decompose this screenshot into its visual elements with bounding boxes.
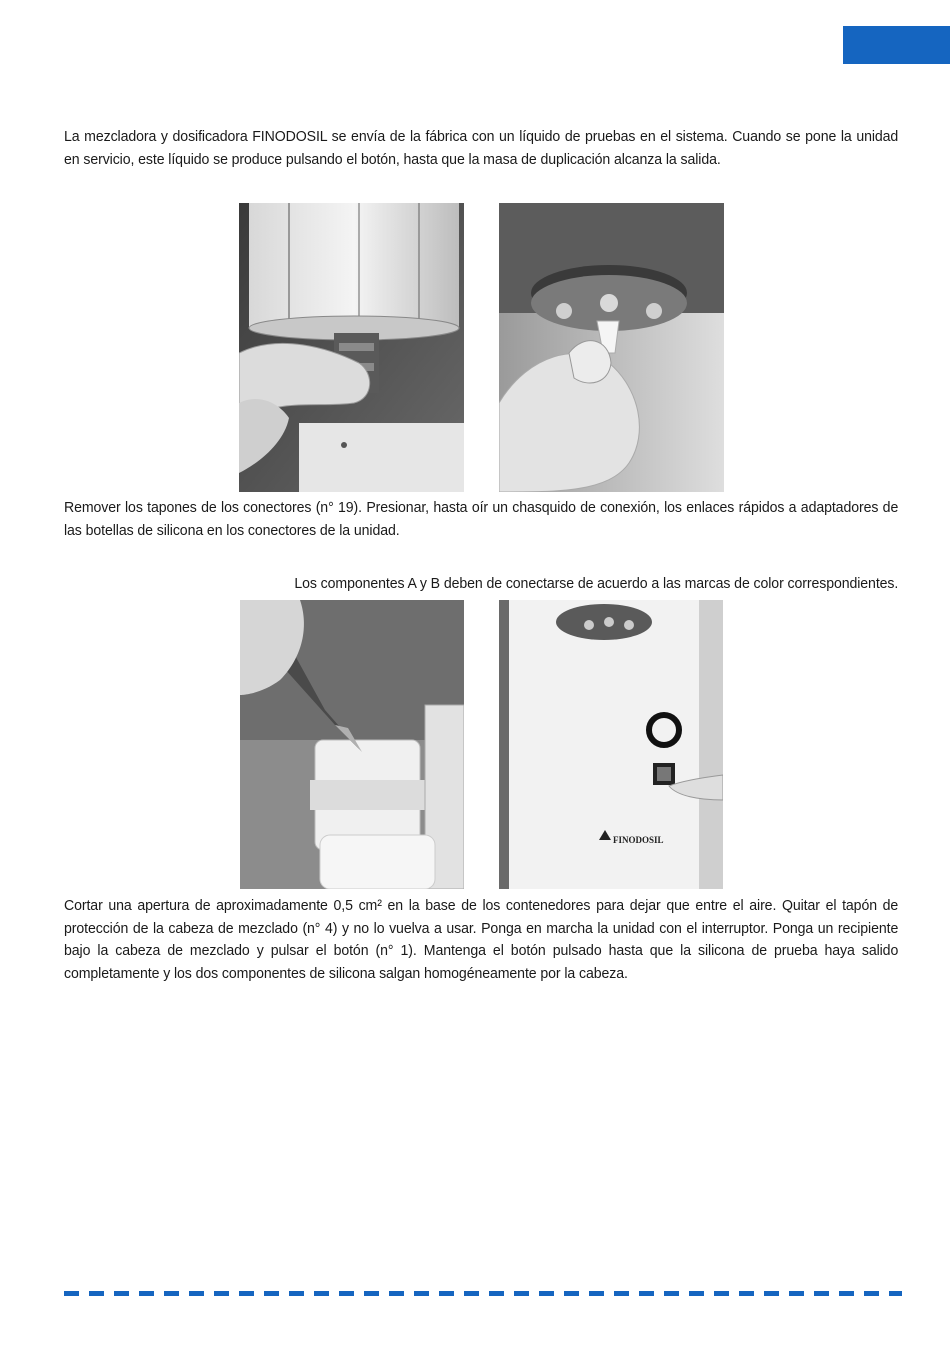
connectors-paragraph: Remover los tapones de los conectores (n° 19). Presionar, hasta oír un chasquido de conexión, los enlaces rápidos a adaptadores de las botellas de silicona en los conectores de la unidad. <box>64 499 899 539</box>
photo-press-button <box>239 203 464 492</box>
photo-cut-container <box>240 600 464 889</box>
instructions-paragraph: Cortar una apertura de aproximadamente 0,5 cm² en la base de los contenedores para dejar que entre el aire. Quitar el tapón de protección de la cabeza de mezclado (n° 4) y no lo vuelva a usar. Ponga en marcha la unidad con el interruptor. Ponga un recipiente bajo la cabeza de mezclado y pulsar el botón (n° 1). Mantenga el botón pulsado hasta que la silicona de prueba haya salido completamente y los dos componentes de silicona salgan homogéneamente por la cabeza. <box>64 897 899 982</box>
device-logo: FINODOSIL <box>613 835 664 845</box>
photo-device-button <box>499 600 723 889</box>
header-accent-tab <box>843 26 950 64</box>
footer-dashed-line <box>64 1291 902 1296</box>
intro-paragraph: La mezcladora y dosificadora FINODOSIL se envía de la fábrica con un líquido de pruebas en el sistema. Cuando se pone la unidad en servicio, este líquido se produce pulsando el botón, hasta que la masa de duplicación alcanza la salida. <box>64 128 899 168</box>
photo-remove-cap <box>499 203 724 492</box>
color-marks-note: Los componentes A y B deben de conectarse de acuerdo a las marcas de color correspondientes. <box>294 575 899 592</box>
